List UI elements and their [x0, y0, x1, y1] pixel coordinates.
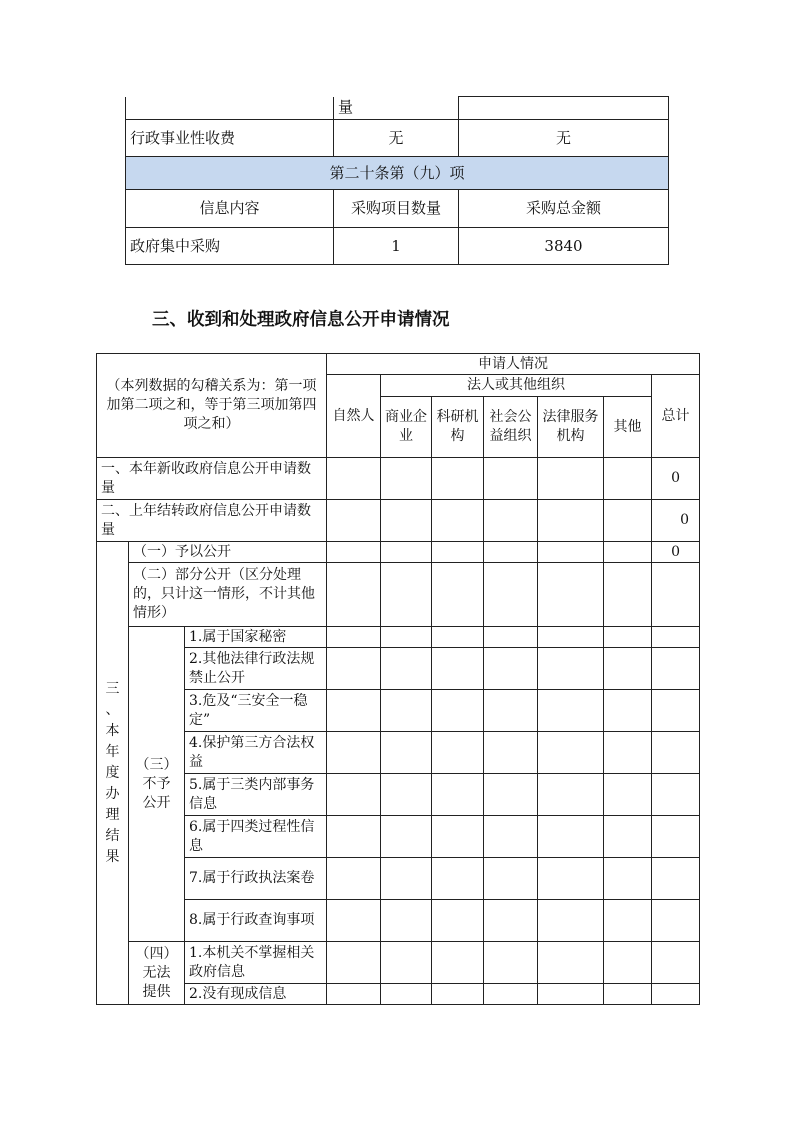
sub-header: 科研机构: [432, 397, 484, 458]
table-row: [97, 858, 700, 900]
section-title: 第二十条第（九）项: [126, 157, 669, 190]
proc-label: 政府集中采购: [126, 228, 334, 265]
no-open-item: 3.危及“三安全一稳定”: [185, 690, 327, 732]
cannot-item: 2.没有现成信息: [185, 984, 327, 1005]
result-text: 三 、 本 年 度 办 理 结 果: [105, 680, 120, 865]
fee-value-2: 无: [459, 120, 669, 157]
table-row: [97, 563, 700, 627]
no-open-item: 1.属于国家秘密: [185, 627, 327, 648]
fee-value-1: 无: [334, 120, 459, 157]
table-row: [97, 500, 700, 542]
row1-total: 0: [652, 458, 700, 500]
table-row: [97, 648, 700, 690]
section-heading: 三、收到和处理政府信息公开申请情况: [152, 310, 450, 330]
proc-count: 1: [334, 228, 459, 265]
sub-header: 法律服务机构: [538, 397, 604, 458]
no-open-item: 8.属于行政查询事项: [185, 900, 327, 942]
table-row: [97, 627, 700, 648]
table-row: [97, 900, 700, 942]
table-row: [97, 690, 700, 732]
sub-header: 社会公益组织: [484, 397, 538, 458]
table-row: [97, 984, 700, 1005]
section-row: [126, 157, 669, 190]
no-open-text: （三） 不予 公开: [135, 756, 178, 811]
applicant-header: 申请人情况: [327, 354, 700, 375]
table-row: [97, 732, 700, 774]
table-row: [97, 458, 700, 500]
natural-person-header: 自然人: [327, 375, 381, 458]
row2-label: 二、上年结转政府信息公开申请数量: [97, 500, 327, 542]
table-row: [97, 816, 700, 858]
table-row: [126, 120, 669, 157]
no-open-item: 2.其他法律行政法规禁止公开: [185, 648, 327, 690]
cont-cell: 量: [334, 97, 459, 120]
sub-header: 其他: [604, 397, 652, 458]
no-open-label: [129, 627, 185, 942]
header-content: 信息内容: [126, 190, 334, 228]
header-count: 采购项目数量: [334, 190, 459, 228]
note-cell: （本列数据的勾稽关系为：第一项加第二项之和，等于第三项加第四项之和）: [97, 354, 327, 458]
table-row: [97, 354, 700, 375]
row2-total: 0: [652, 500, 700, 542]
table-row: [97, 542, 700, 563]
no-open-item: 5.属于三类内部事务信息: [185, 774, 327, 816]
partial-label: （二）部分公开（区分处理的，只计这一情形，不计其他情形）: [129, 563, 327, 627]
legal-org-header: 法人或其他组织: [381, 375, 652, 397]
no-open-item: 6.属于四类过程性信息: [185, 816, 327, 858]
cannot-item: 1.本机关不掌握相关政府信息: [185, 942, 327, 984]
result-label: [97, 542, 129, 1005]
fee-label: 行政事业性收费: [126, 120, 334, 157]
application-table: [96, 353, 700, 1005]
row1-label: 一、本年新收政府信息公开申请数量: [97, 458, 327, 500]
proc-amount: 3840: [459, 228, 669, 265]
procurement-table: [125, 96, 669, 265]
no-open-item: 7.属于行政执法案卷: [185, 858, 327, 900]
total-header: 总计: [652, 375, 700, 458]
table-row: [97, 942, 700, 984]
table-row: [126, 228, 669, 265]
open-label: （一）予以公开: [129, 542, 327, 563]
header-row: [126, 190, 669, 228]
no-open-item: 4.保护第三方合法权益: [185, 732, 327, 774]
header-amount: 采购总金额: [459, 190, 669, 228]
cannot-text: （四） 无法 提供: [135, 945, 178, 1000]
table-row: [126, 97, 669, 120]
cannot-label: [129, 942, 185, 1005]
table-row: [97, 774, 700, 816]
open-total: 0: [652, 542, 700, 563]
sub-header: 商业企业: [381, 397, 432, 458]
